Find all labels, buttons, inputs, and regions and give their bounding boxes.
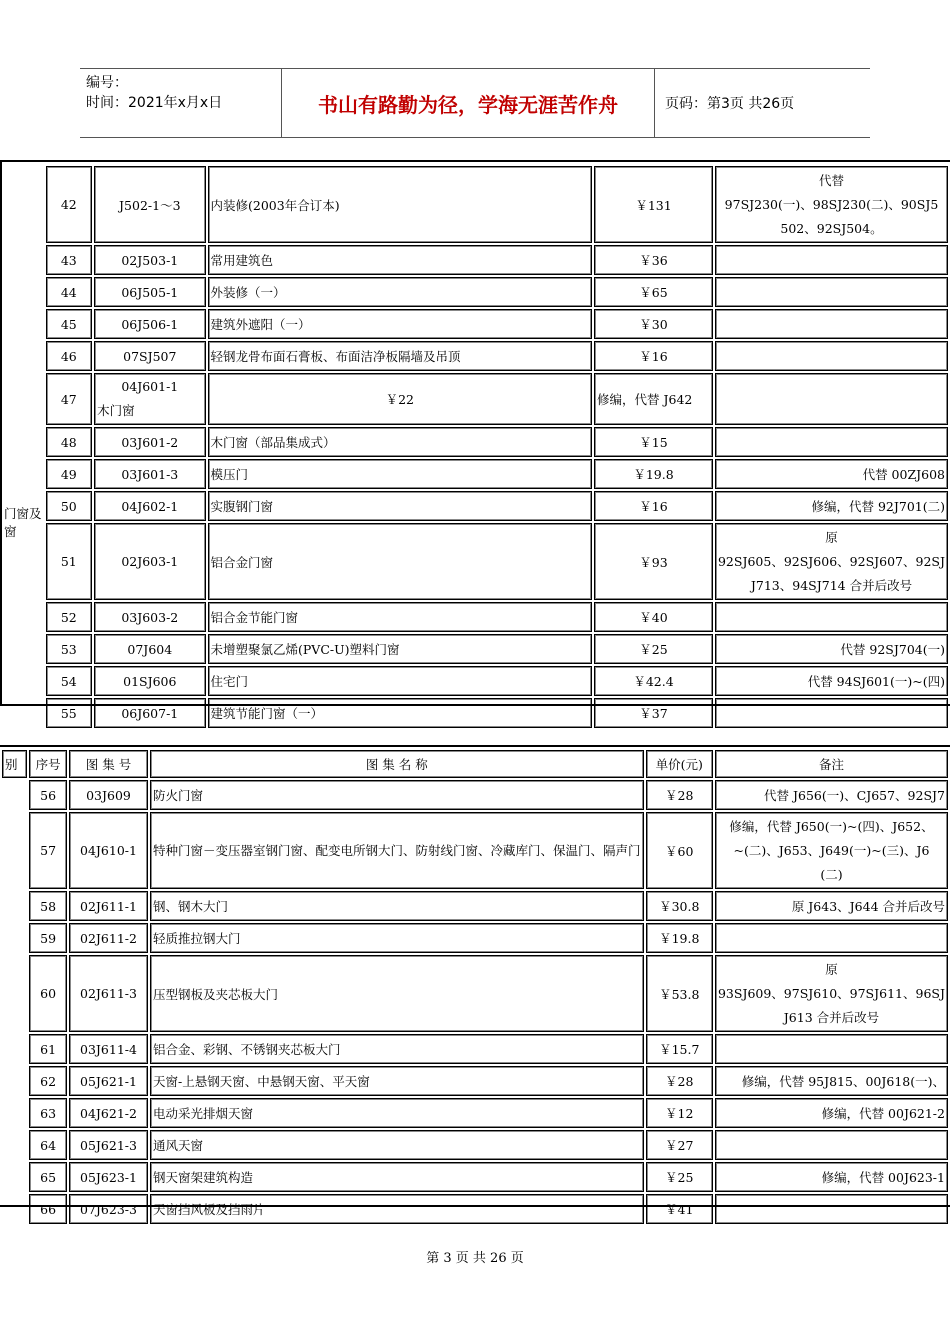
row-number: 64 (29, 1130, 67, 1160)
atlas-name: 铝合金节能门窗 (208, 602, 593, 632)
atlas-code: 02J503-1 (94, 245, 205, 275)
unit-price: ￥65 (594, 277, 713, 307)
row-number: 57 (29, 812, 67, 889)
atlas-code: 03J601-2 (94, 427, 205, 457)
remark: 原 93SJ609、97SJ610、97SJ611、96SJ J613 合并后改号 (715, 955, 948, 1032)
row-number: 66 (29, 1194, 67, 1224)
category-cell (2, 780, 27, 1224)
atlas-name: 特种门窗－变压器室钢门窗、配变电所钢大门、防射线门窗、冷藏库门、保温门、隔声门 (150, 812, 644, 889)
header-number: 序号 (29, 750, 67, 778)
row-number: 59 (29, 923, 67, 953)
header-code: 图 集 号 (69, 750, 148, 778)
row-number: 63 (29, 1098, 67, 1128)
table-row (2, 891, 948, 921)
header-price: 单价(元) (646, 750, 713, 778)
row-number: 45 (46, 309, 93, 339)
unit-price: ￥15 (594, 427, 713, 457)
row-number: 44 (46, 277, 93, 307)
remark: 原 92SJ605、92SJ606、92SJ607、92SJ J713、94SJ714 合并后改号 (715, 523, 948, 600)
atlas-code: 02J611-2 (69, 923, 148, 953)
catalog-table-1 (0, 164, 950, 730)
atlas-code: J502-1～3 (94, 166, 205, 243)
atlas-name: 建筑外遮阳（一） (208, 309, 593, 339)
table-row (2, 1034, 948, 1064)
unit-price: ￥15.7 (646, 1034, 713, 1064)
unit-price: ￥27 (646, 1130, 713, 1160)
atlas-name: 常用建筑色 (208, 245, 593, 275)
atlas-name: 建筑节能门窗（一） (208, 698, 593, 728)
category-label: 门窗及 窗 (4, 506, 42, 539)
unit-price: ￥53.8 (646, 955, 713, 1032)
row-number: 43 (46, 245, 93, 275)
table-row (2, 1162, 948, 1192)
atlas-code: 03J603-2 (94, 602, 205, 632)
atlas-name: 天窗挡风板及挡雨片 (150, 1194, 644, 1224)
time-label: 时间：2021年x月x日 (86, 95, 223, 111)
remark: 修编，代替 00J621-2 (715, 1098, 948, 1128)
atlas-name: 内装修(2003年合订本) (208, 166, 593, 243)
catalog-table-2 (0, 748, 950, 1226)
remark (715, 1034, 948, 1064)
atlas-code: 04J610-1 (69, 812, 148, 889)
unit-price: ￥30.8 (646, 891, 713, 921)
atlas-code: 04J621-2 (69, 1098, 148, 1128)
atlas-name: 电动采光排烟天窗 (150, 1098, 644, 1128)
atlas-code-name: 木门窗 (97, 403, 135, 418)
atlas-code: 03J601-3 (94, 459, 205, 489)
row-number: 51 (46, 523, 93, 600)
remark (715, 309, 948, 339)
unit-price: ￥60 (646, 812, 713, 889)
remark (715, 245, 948, 275)
remark: 代替 J656(一)、CJ657、92SJ7 (715, 780, 948, 810)
table-row (2, 634, 948, 664)
atlas-code: 06J505-1 (94, 277, 205, 307)
unit-price: ￥30 (594, 309, 713, 339)
unit-price: ￥42.4 (594, 666, 713, 696)
table-row (2, 780, 948, 810)
unit-price: ￥19.8 (594, 459, 713, 489)
table-row (2, 698, 948, 728)
unit-price: ￥131 (594, 166, 713, 243)
atlas-name: 防火门窗 (150, 780, 644, 810)
table-row (2, 923, 948, 953)
remark (715, 1130, 948, 1160)
atlas-name: 铝合金门窗 (208, 523, 593, 600)
table-row (2, 1130, 948, 1160)
atlas-code: 07SJ507 (94, 341, 205, 371)
table-row (2, 812, 948, 889)
atlas-code: 06J607-1 (94, 698, 205, 728)
table-row (2, 1098, 948, 1128)
atlas-code: 03J609 (69, 780, 148, 810)
remark: 原 J643、J644 合并后改号 (715, 891, 948, 921)
unit-price: ￥37 (594, 698, 713, 728)
unit-price: ￥25 (646, 1162, 713, 1192)
unit-price: ￥19.8 (646, 923, 713, 953)
section2-top-rule (0, 745, 950, 747)
atlas-name: ￥22 (208, 373, 593, 425)
table-header-row (2, 750, 948, 778)
table-row (2, 277, 948, 307)
remark (715, 427, 948, 457)
remark (715, 1194, 948, 1224)
row-number: 61 (29, 1034, 67, 1064)
section2-bottom-rule (0, 1205, 950, 1207)
unit-price: ￥25 (594, 634, 713, 664)
table-row (2, 523, 948, 600)
row-number: 50 (46, 491, 93, 521)
atlas-name: 模压门 (208, 459, 593, 489)
atlas-name: 通风天窗 (150, 1130, 644, 1160)
remark: 修编，代替 92J701(二) (715, 491, 948, 521)
atlas-name: 压型钢板及夹芯板大门 (150, 955, 644, 1032)
table-row (2, 1194, 948, 1224)
atlas-name: 未增塑聚氯乙烯(PVC-U)塑料门窗 (208, 634, 593, 664)
unit-price: ￥28 (646, 780, 713, 810)
row-number: 53 (46, 634, 93, 664)
unit-price: ￥16 (594, 341, 713, 371)
section1-bottom-rule (0, 704, 950, 706)
remark (715, 373, 948, 425)
atlas-code: 05J621-1 (69, 1066, 148, 1096)
remark: 修编，代替 00J623-1 (715, 1162, 948, 1192)
table-row (2, 491, 948, 521)
atlas-code: 01SJ606 (94, 666, 205, 696)
unit-price: ￥36 (594, 245, 713, 275)
row-number: 62 (29, 1066, 67, 1096)
unit-price: ￥40 (594, 602, 713, 632)
table-row (2, 602, 948, 632)
top-rule (0, 160, 950, 162)
page-header (80, 68, 870, 138)
row-number: 46 (46, 341, 93, 371)
atlas-code: 07J604 (94, 634, 205, 664)
atlas-code: 06J506-1 (94, 309, 205, 339)
unit-price: ￥12 (646, 1098, 713, 1128)
remark: 代替 92SJ704(一) (715, 634, 948, 664)
atlas-code: 05J621-3 (69, 1130, 148, 1160)
atlas-name: 铝合金、彩钢、不锈钢夹芯板大门 (150, 1034, 644, 1064)
table-row (2, 955, 948, 1032)
row-number: 42 (46, 166, 93, 243)
atlas-code: 03J611-4 (69, 1034, 148, 1064)
table-row (2, 373, 948, 425)
atlas-code: 04J602-1 (94, 491, 205, 521)
unit-price: ￥28 (646, 1066, 713, 1096)
atlas-code: 02J611-1 (69, 891, 148, 921)
unit-price: 修编，代替 J642 (594, 373, 713, 425)
unit-price: ￥16 (594, 491, 713, 521)
header-motto: 书山有路勤为径，学海无涯苦作舟 (282, 69, 655, 137)
remark (715, 602, 948, 632)
unit-price: ￥93 (594, 523, 713, 600)
atlas-code: 05J623-1 (69, 1162, 148, 1192)
table-row (2, 245, 948, 275)
header-page-info: 页码：第3页 共26页 (665, 96, 795, 112)
row-number: 55 (46, 698, 93, 728)
table-row (2, 341, 948, 371)
remark (715, 341, 948, 371)
remark: 代替 97SJ230(一)、98SJ230(二)、90SJ5 502、92SJ504。 (715, 166, 948, 243)
page-footer: 第 3 页 共 26 页 (426, 1251, 524, 1266)
row-number: 65 (29, 1162, 67, 1192)
atlas-code: 02J611-3 (69, 955, 148, 1032)
atlas-name: 外装修（一） (208, 277, 593, 307)
atlas-code: 07J623-3 (69, 1194, 148, 1224)
atlas-name: 轻质推拉钢大门 (150, 923, 644, 953)
row-number: 48 (46, 427, 93, 457)
row-number: 52 (46, 602, 93, 632)
row-number: 54 (46, 666, 93, 696)
table-row (2, 427, 948, 457)
atlas-name: 实腹钢门窗 (208, 491, 593, 521)
table-row (2, 1066, 948, 1096)
unit-price: ￥41 (646, 1194, 713, 1224)
remark (715, 277, 948, 307)
table-row (2, 166, 948, 243)
atlas-code-value: 04J601-1 (121, 379, 179, 394)
atlas-name: 轻钢龙骨布面石膏板、布面洁净板隔墙及吊顶 (208, 341, 593, 371)
atlas-name: 钢、钢木大门 (150, 891, 644, 921)
atlas-code (94, 373, 205, 425)
remark: 代替 94SJ601(一)~(四) (715, 666, 948, 696)
remark: 修编，代替 J650(一)~(四)、J652、 ~(二)、J653、J649(一)~(三)、J6 (二) (715, 812, 948, 889)
remark (715, 698, 948, 728)
table-row (2, 309, 948, 339)
atlas-name: 钢天窗架建筑构造 (150, 1162, 644, 1192)
remark (715, 923, 948, 953)
atlas-name: 住宅门 (208, 666, 593, 696)
row-number: 58 (29, 891, 67, 921)
table-row (2, 459, 948, 489)
header-remark: 备注 (715, 750, 948, 778)
row-number: 49 (46, 459, 93, 489)
table-row (2, 666, 948, 696)
remark: 代替 00ZJ608 (715, 459, 948, 489)
atlas-name: 木门窗（部品集成式） (208, 427, 593, 457)
category-cell (2, 166, 44, 728)
header-name: 图 集 名 称 (150, 750, 644, 778)
atlas-code: 02J603-1 (94, 523, 205, 600)
header-meta (80, 69, 282, 137)
row-number: 60 (29, 955, 67, 1032)
atlas-name: 天窗-上悬钢天窗、中悬钢天窗、平天窗 (150, 1066, 644, 1096)
row-number: 56 (29, 780, 67, 810)
header-category: 别 (2, 750, 27, 778)
number-label: 编号： (86, 75, 128, 91)
remark: 修编，代替 95J815、00J618(一)、 (715, 1066, 948, 1096)
row-number: 47 (46, 373, 93, 425)
